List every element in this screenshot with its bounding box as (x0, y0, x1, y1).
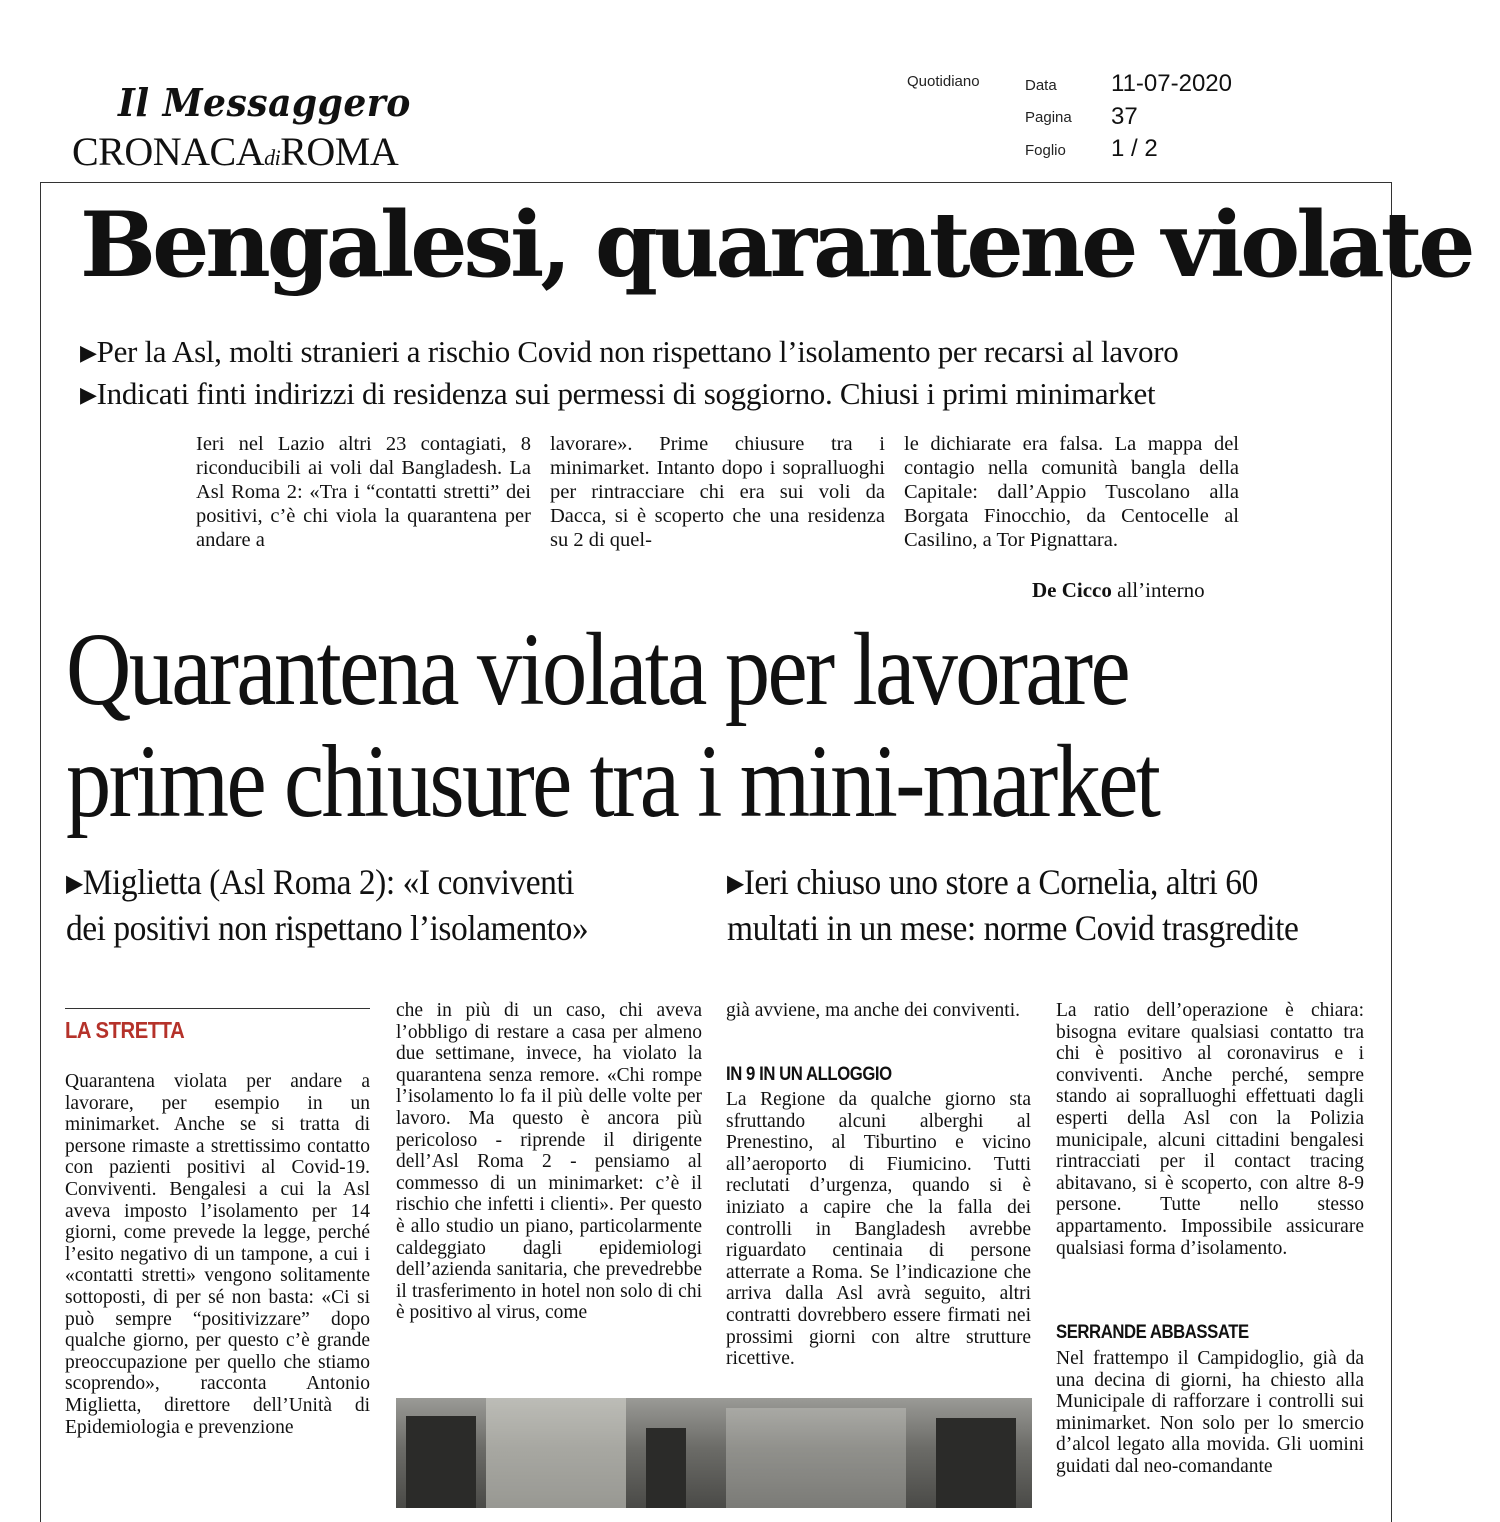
article-column-3-intro: già avviene, ma anche dei conviventi. (726, 1000, 1021, 1021)
article-headline-line-2: prime chiusure tra i mini-market (66, 724, 1159, 839)
summary-column-3: le dichiarate era falsa. La mappa del contagio nella comunità bangla della Capitale: dall’Appio Tuscolano alla Borgata Finocchio, da Centocelle al Casilino, a Tor Pignattara. (904, 433, 1239, 551)
deck-left-text-1: Miglietta (Asl Roma 2): «I conviventi (82, 862, 575, 902)
front-subhead-1 (80, 334, 1178, 370)
front-headline: Bengalesi, quarantene violate (80, 192, 1472, 298)
article-column-4-body: Nel frattempo il Campidoglio, già da una decina di giorni, ha chiesto alla Municipale di rafforzare i controlli sui minimarket. Non solo per lo smercio d’alcol legato alla movida. Gli uomini guidati dal neo-comandante (1056, 1348, 1364, 1477)
front-subhead-2-text: Indicati finti indirizzi di residenza sui permessi di soggiorno. Chiusi i primi minimarket (96, 376, 1156, 411)
section-name (72, 128, 398, 175)
article-photo (396, 1398, 1032, 1508)
triangle-bullet-icon: ▶ (80, 340, 97, 365)
deck-right-text-1: Ieri chiuso uno store a Cornelia, altri 60 (743, 862, 1258, 902)
section-word-cronaca: CRONACA (72, 129, 265, 174)
date-label: Data (1025, 77, 1057, 94)
sheet-label: Foglio (1025, 142, 1066, 159)
triangle-bullet-icon: ▶ (727, 871, 744, 897)
summary-column-1: Ieri nel Lazio altri 23 contagiati, 8 riconducibili ai voli dal Bangladesh. La Asl Roma 2: «Tra i “contatti stretti” dei positivi, c’è chi viola la quarantena per andare a (196, 433, 531, 551)
newspaper-logo: Il Messaggero (118, 80, 411, 125)
sheet-value: 1 / 2 (1111, 135, 1158, 162)
section-word-di: di (264, 145, 281, 170)
deck-right-line-2: multati in un mese: norme Covid trasgredite (727, 908, 1299, 948)
subhead-serrande-abbassate: SERRANDE ABBASSATE (1056, 1322, 1249, 1343)
deck-right-line-1 (727, 860, 1298, 906)
kicker-label: LA STRETTA (65, 1017, 185, 1043)
front-subhead-2 (80, 376, 1155, 412)
section-word-roma: ROMA (280, 129, 399, 174)
byline (1032, 578, 1205, 603)
date-value: 11-07-2020 (1111, 70, 1232, 97)
triangle-bullet-icon: ▶ (80, 382, 97, 407)
kicker-rule (65, 1008, 370, 1009)
summary-column-2: lavorare». Prime chiusure tra i minimarket. Intanto dopo i sopralluoghi per rintracciare chi era sui voli da Dacca, si è scoperto che una residenza su 2 di quel- (550, 433, 885, 551)
deck-left-line-2: dei positivi non rispettano l’isolamento» (66, 908, 589, 948)
article-column-1: Quarantena violata per andare a lavorare, per esempio in un minimarket. Anche se si tratta di persone rimaste a strettissimo contatto con pazienti positivi al Covid-19. Conviventi. Bengalesi a cui la Asl aveva imposto l’isolamento per 14 giorni, come prevede la legge, perché l’esito negativo di un tampone, a cui i «contatti stretti» vengono solitamente sottoposti, di per sé non basta: «Ci si può sempre “positivizzare” dopo qualche giorno, per questo c’è grande preoccupazione per quello che stiamo scoprendo», racconta Antonio Miglietta, direttore dell’Unità di Epidemiologia e prevenzione (65, 1071, 370, 1438)
article-column-4-intro: La ratio dell’operazione è chiara: bisogna evitare qualsiasi contatto tra chi è positivo al coronavirus e i conviventi. Anche perché, sempre stando ai sopralluoghi effettuati dagli esperti della Asl con la Polizia municipale, alcuni cittadini bengalesi rintracciati per il contact tracing abitavano, si è scoperto, con altre 8-9 persone. Tutte nello stesso appartamento. Impossibile assicurare qualsiasi forma d’isolamento. (1056, 1000, 1364, 1259)
deck-left-line-1 (66, 860, 588, 906)
publication-type: Quotidiano (907, 73, 980, 90)
article-column-3-body: La Regione da qualche giorno sta sfruttando alcuni alberghi al Prenestino, al Tiburtino e vicino all’aeroporto di Fiumicino. Tutti reclutati d’urgenza, quando si è iniziato a capire che la falla dei controlli in Bangladesh avrebbe riguardato centinaia di persone atterrate a Roma. Se l’indicazione che arriva dalla Asl avrà seguito, altri contratti dovrebbero essere firmati nei prossimi giorni con altre strutture ricettive. (726, 1089, 1031, 1370)
article-headline-line-1: Quarantena violata per lavorare (66, 612, 1129, 727)
byline-location: all’interno (1111, 578, 1205, 602)
deck-right (727, 860, 1298, 950)
deck-left (66, 860, 588, 950)
front-subhead-1-text: Per la Asl, molti stranieri a rischio Covid non rispettano l’isolamento per recarsi al lavoro (96, 334, 1179, 369)
triangle-bullet-icon: ▶ (66, 871, 83, 897)
article-column-2: che in più di un caso, chi aveva l’obbligo di restare a casa per almeno due settimane, invece, ha violato la quarantena senza remore. «Chi rompe l’isolamento lo fa il più delle volte per lavoro. Ma questo è ancora più pericoloso - riprende il dirigente dell’Asl Roma 2 - pensiamo al commesso di un minimarket: c’è il rischio che infetti i clienti». Per questo è allo studio un piano, particolarmente caldeggiato dagli epidemiologi dell’azienda sanitaria, che prevedrebbe il trasferimento in hotel non solo di chi è positivo al virus, come (396, 1000, 702, 1324)
page-value: 37 (1111, 103, 1138, 130)
byline-author: De Cicco (1032, 578, 1112, 602)
subhead-in-9-in-un-alloggio: IN 9 IN UN ALLOGGIO (726, 1064, 892, 1085)
page-label: Pagina (1025, 109, 1072, 126)
